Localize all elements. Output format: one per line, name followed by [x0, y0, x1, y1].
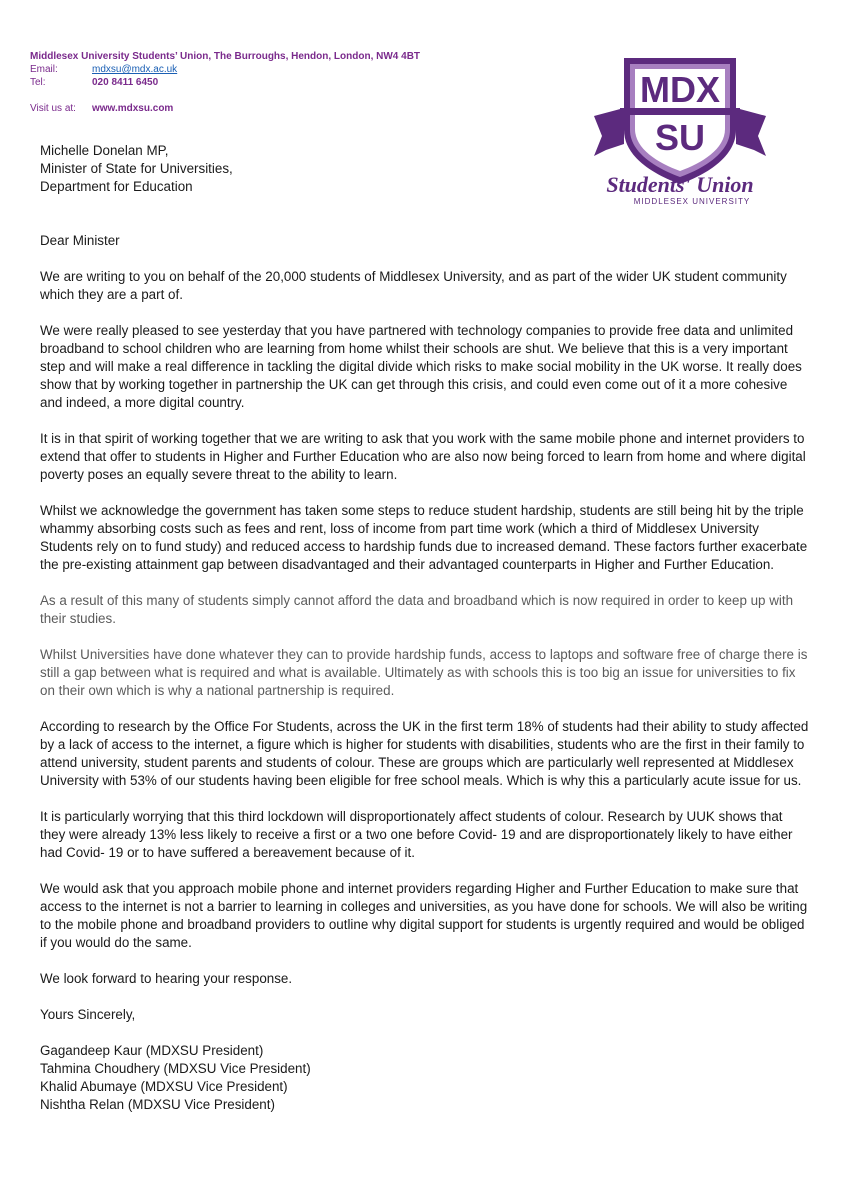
paragraph: As a result of this many of students simply cannot afford the data and broadband which is now required in order to keep up with their studies.: [40, 593, 794, 626]
union-address: Middlesex University Students’ Union, The Burroughs, Hendon, London, NW4 4BT: [30, 51, 421, 62]
signatory: Tahmina Choudhery (MDXSU Vice President): [40, 1061, 311, 1076]
paragraph: It is in that spirit of working together that we are writing to ask that you work with the same mobile phone and internet providers to extend that offer to students in Higher and Further Education who are also now being forced to learn from home and where digital poverty poses an equally severe threat to the ability to learn.: [40, 431, 806, 482]
paragraph: We would ask that you approach mobile phone and internet providers regarding Higher and Further Education to make sure that access to the internet is not a barrier to learning in colleges and universities, as you have done for schools. We will also be writing to the mobile phone and broadband providers to outline why digital support for students is urgently required and would be obliged if you would do the same.: [40, 881, 808, 950]
signatory: Nishtha Relan (MDXSU Vice President): [40, 1097, 275, 1112]
tel-value: 020 8411 6450: [92, 77, 159, 88]
signatory: Gagandeep Kaur (MDXSU President): [40, 1043, 264, 1058]
email-link[interactable]: mdxsu@mdx.ac.uk: [92, 64, 178, 75]
letter-body: [40, 142, 810, 1114]
email-label: Email:: [30, 64, 58, 75]
paragraph: According to research by the Office For Students, across the UK in the first term 18% of students had their ability to study affected by a lack of access to the internet, a figure which is higher for students with disabilities, students who are the first in their family to attend university, student parents and students of colour. These are groups which are particularly well represented at Middlesex University with 53% of our students having been eligible for free school meals. Which is why this a particularly acute issue for us.: [40, 719, 809, 788]
signatory: Khalid Abumaye (MDXSU Vice President): [40, 1079, 288, 1094]
paragraph: Whilst Universities have done whatever they can to provide hardship funds, access to laptops and software free of charge there is still a gap between what is required and what is available. Ultimately as with schools this is too big an issue for universities to fix on their own which is why a national partnership is required.: [40, 647, 808, 698]
logo-script-text: Students' Union: [606, 172, 754, 197]
paragraph: We are writing to you on behalf of the 20,000 students of Middlesex University, and as part of the wider UK student community which they are a part of.: [40, 269, 787, 302]
paragraph: We were really pleased to see yesterday that you have partnered with technology companies to provide free data and unlimited broadband to school children who are learning from home whilst their schools are shut. We believe that this is a very important step and will make a real difference in tackling the digital divide which risks to make social mobility in the UK worse. It really does show that by working together in partnership the UK can get through this crisis, and could even come out of it a more cohesive and indeed, a more digital country.: [40, 323, 802, 410]
recipient-title: Minister of State for Universities,: [40, 161, 233, 176]
paragraph: Whilst we acknowledge the government has taken some steps to reduce student hardship, students are still being hit by the triple whammy absorbing costs such as fees and rent, loss of income from part time work (which a third of Middlesex University Students rely on to fund study) and reduced access to hardship funds due to increased demand. These factors further exacerbate the pre-existing attainment gap between disadvantaged and their advantaged counterparts in Higher and Further Education.: [40, 503, 808, 572]
recipient-address: [40, 142, 810, 196]
logo-text-line2: SU: [654, 117, 706, 158]
salutation: Dear Minister: [40, 233, 120, 248]
email-row: [30, 63, 550, 76]
tel-row: [30, 76, 550, 89]
paragraph: It is particularly worrying that this third lockdown will disproportionately affect students of colour. Research by UUK shows that they were already 13% less likely to receive a first or a two one before Covid- 19 and are disproportionately likely to have either had Covid- 19 or to have suffered a bereavement because of it.: [40, 809, 793, 860]
website-link[interactable]: www.mdxsu.com: [92, 103, 174, 114]
website-label: Visit us at:: [30, 103, 76, 114]
recipient-department: Department for Education: [40, 179, 193, 194]
letterhead: [30, 50, 550, 115]
logo-subtitle: MIDDLESEX UNIVERSITY: [633, 197, 751, 206]
website-row: [30, 102, 550, 115]
logo-text-line1: MDX: [640, 69, 720, 110]
paragraph: We look forward to hearing your response.: [40, 971, 293, 986]
closing: Yours Sincerely,: [40, 1007, 136, 1022]
recipient-name: Michelle Donelan MP,: [40, 143, 169, 158]
signatories: [40, 1042, 810, 1114]
tel-label: Tel:: [30, 77, 46, 88]
